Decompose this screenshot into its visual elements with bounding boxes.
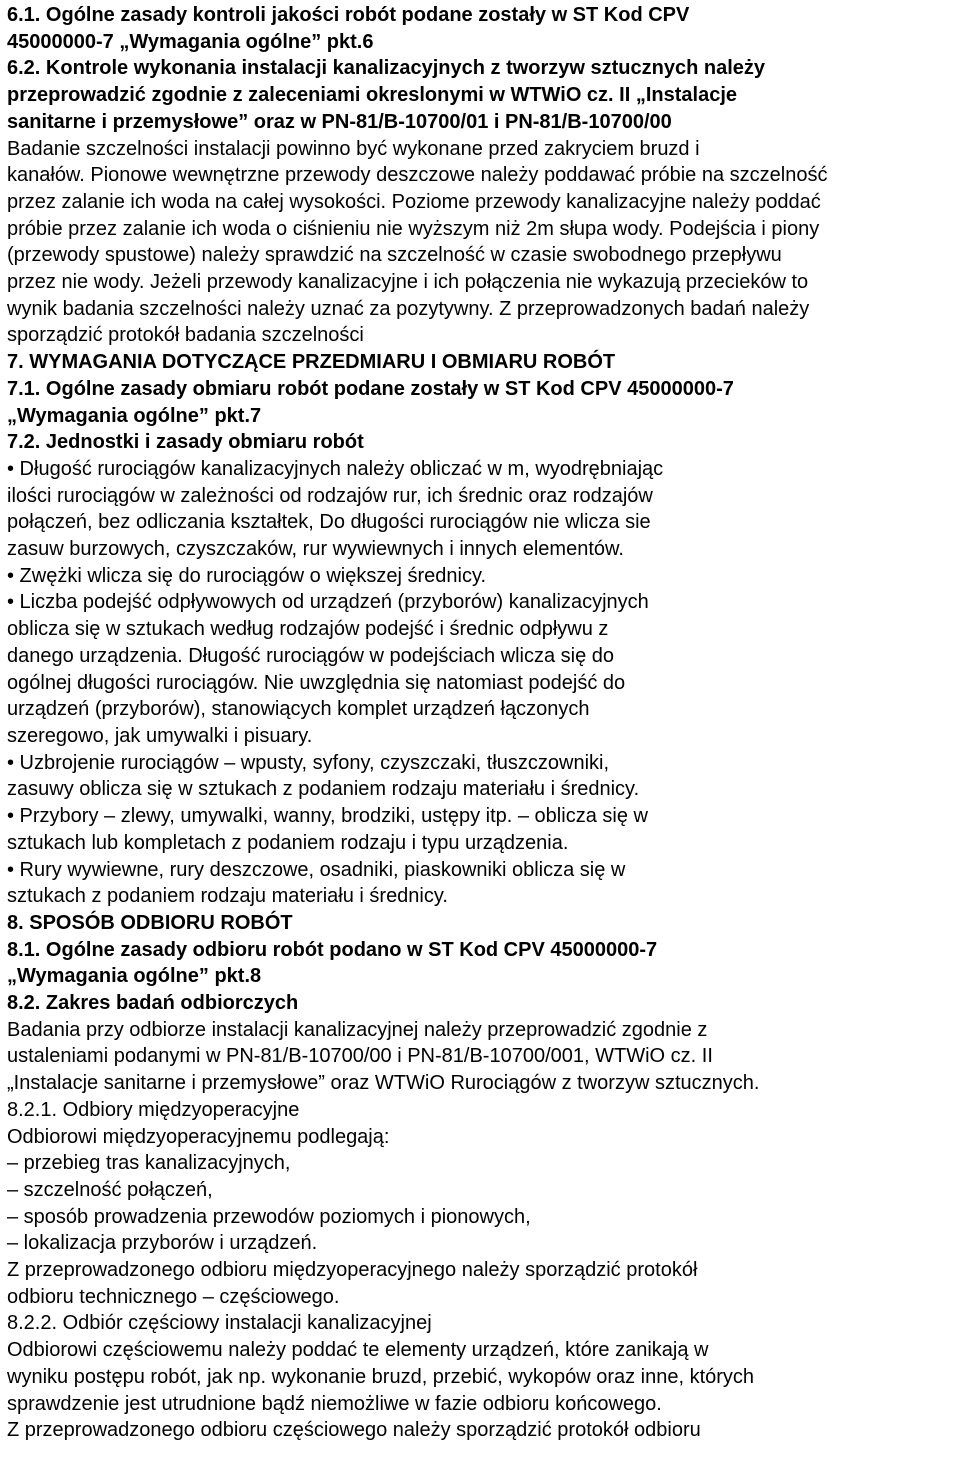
text-line: zasuwy oblicza się w sztukach z podaniem rodzaju materiału i średnicy. — [7, 778, 640, 801]
text-line: wynik badania szczelności należy uznać za pozytywny. Z przeprowadzonych badań należy — [7, 297, 810, 320]
text-line: połączeń, bez odliczania kształtek, Do długości rurociągów nie wlicza sie — [7, 511, 651, 534]
text-line: wyniku postępu robót, jak np. wykonanie bruzd, przebić, wykopów oraz inne, których — [7, 1365, 755, 1388]
bullet-line: • Uzbrojenie rurociągów – wpusty, syfony, czyszczaki, tłuszczowniki, — [7, 751, 610, 774]
text-line: urządzeń (przyborów), stanowiących komplet urządzeń łączonych — [7, 698, 590, 721]
bullet-line: • Przybory – zlewy, umywalki, wanny, brodziki, ustępy itp. – oblicza się w — [7, 805, 648, 828]
text-line: Odbiorowi międzyoperacyjnemu podlegają: — [7, 1125, 390, 1148]
text-line: (przewody spustowe) należy sprawdzić na szczelność w czasie swobodnego przepływu — [7, 244, 782, 267]
bullet-line: • Zwężki wlicza się do rurociągów o większej średnicy. — [7, 564, 487, 587]
dash-list-item: – szczelność połączeń, — [7, 1178, 213, 1201]
text-line: Z przeprowadzonego odbioru częściowego należy sporządzić protokół odbioru — [7, 1419, 701, 1442]
bullet-line: • Liczba podejść odpływowych od urządzeń (przyborów) kanalizacyjnych — [7, 591, 649, 614]
text-line: oblicza się w sztukach według rodzajów podejść i średnic odpływu z — [7, 618, 609, 641]
text-line: ogólnej długości rurociągów. Nie uwzględnia się natomiast podejść do — [7, 671, 626, 694]
text-line: przez zalanie ich woda na całej wysokości. Poziome przewody kanalizacyjne należy poddać — [7, 190, 821, 213]
subsection-heading: 8.2.2. Odbiór częściowy instalacji kanalizacyjnej — [7, 1312, 432, 1335]
text-line: 7.1. Ogólne zasady obmiaru robót podane zostały w ST Kod CPV 45000000-7 — [7, 377, 734, 400]
text-line: przez nie wody. Jeżeli przewody kanalizacyjne i ich połączenia nie wykazują przecieków to — [7, 271, 809, 294]
text-line: 6.1. Ogólne zasady kontroli jakości robót podane zostały w ST Kod CPV — [7, 4, 690, 26]
text-line: szeregowo, jak umywalki i pisuary. — [7, 724, 313, 747]
text-line: sztukach z podaniem rodzaju materiału i średnicy. — [7, 885, 448, 908]
dash-list-item: – sposób prowadzenia przewodów poziomych i pionowych, — [7, 1205, 531, 1228]
text-line: sporządzić protokół badania szczelności — [7, 324, 364, 347]
text-line: sprawdzenie jest utrudnione bądź niemożliwe w fazie odbioru końcowego. — [7, 1392, 662, 1415]
section-heading: 8. SPOSÓB ODBIORU ROBÓT — [7, 911, 293, 934]
text-line: „Wymagania ogólne” pkt.8 — [7, 965, 262, 988]
text-line: 8.2. Zakres badań odbiorczych — [7, 992, 299, 1015]
section-heading: 7. WYMAGANIA DOTYCZĄCE PRZEDMIARU I OBMIARU ROBÓT — [7, 351, 616, 374]
subsection-heading: 8.2.1. Odbiory międzyoperacyjne — [7, 1098, 300, 1121]
text-line: Z przeprowadzonego odbioru międzyoperacyjnego należy sporządzić protokół — [7, 1259, 698, 1282]
dash-list-item: – lokalizacja przyborów i urządzeń. — [7, 1232, 318, 1255]
text-line: kanałów. Pionowe wewnętrzne przewody deszczowe należy poddawać próbie na szczelność — [7, 164, 828, 187]
text-line: Badanie szczelności instalacji powinno być wykonane przed zakryciem bruzd i — [7, 137, 700, 160]
text-line: „Instalacje sanitarne i przemysłowe” oraz WTWiO Rurociągów z tworzyw sztucznych. — [7, 1072, 760, 1095]
text-line: Odbiorowi częściowemu należy poddać te elementy urządzeń, które zanikają w — [7, 1339, 709, 1362]
bullet-line: • Rury wywiewne, rury deszczowe, osadniki, piaskowniki oblicza się w — [7, 858, 626, 881]
text-line: próbie przez zalanie ich woda o ciśnieniu nie wyższym niż 2m słupa wody. Podejścia i piony — [7, 217, 820, 240]
text-line: 6.2. Kontrole wykonania instalacji kanalizacyjnych z tworzyw sztucznych należy — [7, 57, 766, 80]
text-line: zasuw burzowych, czyszczaków, rur wywiewnych i innych elementów. — [7, 538, 624, 561]
text-line: ustaleniami podanymi w PN-81/B-10700/00 i PN-81/B-10700/001, WTWiO cz. II — [7, 1045, 713, 1068]
bullet-line: • Długość rurociągów kanalizacyjnych należy obliczać w m, wyodrębniając — [7, 457, 664, 480]
text-line: 8.1. Ogólne zasady odbioru robót podano w ST Kod CPV 45000000-7 — [7, 938, 658, 961]
text-line: danego urządzenia. Długość rurociągów w podejściach wlicza się do — [7, 644, 615, 667]
text-line: Badania przy odbiorze instalacji kanalizacyjnej należy przeprowadzić zgodnie z — [7, 1018, 708, 1041]
text-line: przeprowadzić zgodnie z zaleceniami okreslonymi w WTWiO cz. II „Instalacje — [7, 84, 737, 107]
text-line: 45000000-7 „Wymagania ogólne” pkt.6 — [7, 30, 374, 53]
text-line: 7.2. Jednostki i zasady obmiaru robót — [7, 431, 364, 454]
text-line: ilości rurociągów w zależności od rodzajów rur, ich średnic oraz rodzajów — [7, 484, 653, 507]
dash-list-item: – przebieg tras kanalizacyjnych, — [7, 1152, 291, 1175]
text-line: „Wymagania ogólne” pkt.7 — [7, 404, 262, 427]
text-line: odbioru technicznego – częściowego. — [7, 1285, 340, 1308]
text-line: sztukach lub kompletach z podaniem rodzaju i typu urządzenia. — [7, 831, 569, 854]
text-line: sanitarne i przemysłowe” oraz w PN-81/B-10700/01 i PN-81/B-10700/00 — [7, 110, 672, 133]
